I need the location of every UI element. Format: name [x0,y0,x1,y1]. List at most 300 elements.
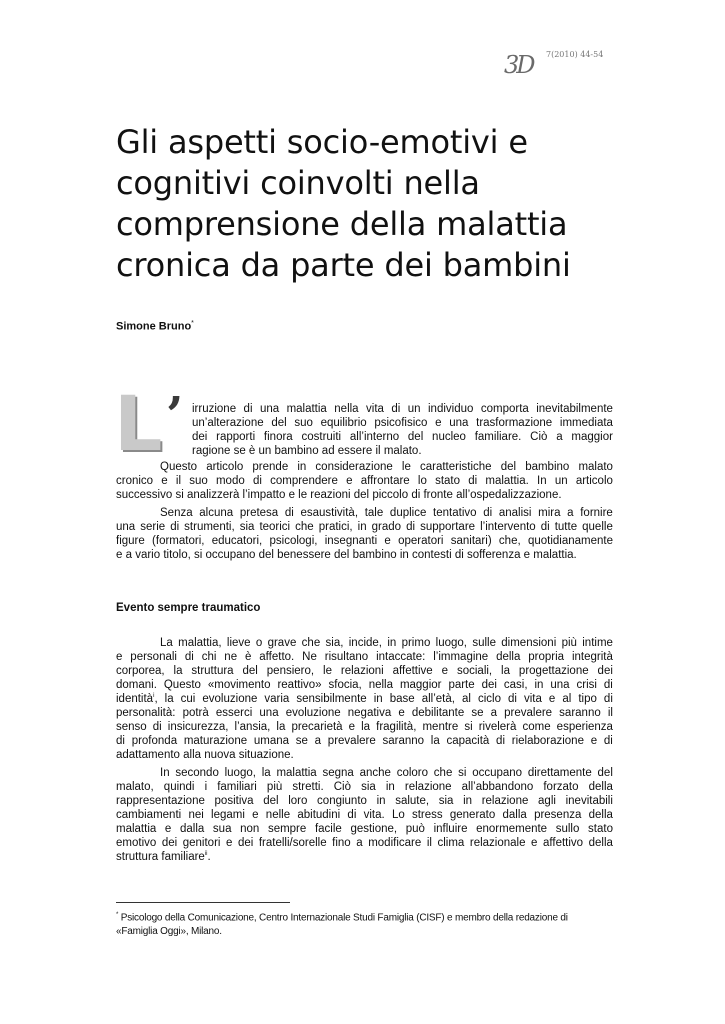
word: finora [263,431,293,443]
author-footnote-mark: * [191,320,194,327]
word: malattia. [533,549,577,561]
word: generato [449,809,496,821]
word: essere [337,445,373,457]
word: del [258,549,274,561]
word: se [471,707,484,719]
author [116,320,194,333]
word: grave [267,637,297,649]
text-line [116,836,613,850]
word: malattia [276,767,317,779]
word: capacità [446,735,490,747]
word: considerazione [315,461,393,473]
word: stato [435,475,460,487]
word: e [116,651,123,663]
word: integrità [571,651,613,663]
word: la [276,721,286,733]
footnote-separator [116,902,290,903]
word: dei [481,679,497,691]
word: potrà [182,707,209,719]
word: in [297,461,307,473]
word: la [501,665,510,677]
word: casi, [503,679,528,691]
word: si [175,489,184,501]
word: anche [359,767,391,779]
word: affettive [392,665,433,677]
word: luogo, [435,637,467,649]
word: a [314,735,322,747]
word: esperienza [556,721,613,733]
word: congiunto [317,795,367,807]
word: che [301,637,321,649]
endnote-mark: i [153,693,155,700]
word: l’intervento [480,521,536,533]
author-name: Simone Bruno [116,320,192,333]
word: relazione [481,795,529,807]
word: una [259,403,280,415]
word: ciclo [477,693,501,705]
word: vita. [363,809,385,821]
word: esaustività, [300,507,359,519]
word: e [531,837,538,849]
word: saranno [382,735,425,747]
word: contesti [412,549,452,561]
word: coloro [396,767,429,779]
word: psicologi, [269,535,318,547]
journal-reference: 7(2010) 44-54 [546,50,604,59]
word: pratici, [318,521,353,533]
word: che, [498,535,521,547]
text-line [116,850,613,864]
word: malato [578,461,613,473]
word: di [152,721,162,733]
word: alcuna [199,507,234,519]
word: debilitante [411,707,465,719]
word: l’immagine [433,651,489,663]
text-line [116,650,613,664]
word: è [248,445,256,457]
word: personalità: [116,707,176,719]
word: struttura [116,851,159,863]
word: inevitabilmente [536,403,613,415]
word: insegnanti [324,535,378,547]
word: Ne [302,651,317,663]
word: evoluzione [202,693,258,705]
word: se [233,445,246,457]
word: Questo [163,679,201,691]
word: luogo, [224,767,256,779]
word: sua [212,823,232,835]
word: stretti. [292,781,324,793]
word: strumenti, [184,521,235,533]
word: un [258,445,272,457]
word: personali [130,651,177,663]
text-line [116,706,613,720]
word: sia, [325,637,344,649]
word: l’impatto [242,489,286,501]
paragraph-1 [116,460,613,502]
word: e [348,721,356,733]
word: educatori, [211,535,263,547]
word: suo [294,417,313,429]
word: nella [334,403,359,415]
word: di [347,809,357,821]
word: il [175,475,182,487]
word: Ciò [530,431,548,443]
word: prevalere [327,735,376,747]
word: forzato [543,781,579,793]
word: prende [252,461,289,473]
word: di [391,403,401,415]
word: trasformazione [476,417,553,429]
word: sia [438,795,454,807]
word: rappresentazione [116,795,205,807]
word: articolo [575,475,613,487]
text-line [116,766,613,780]
word: adattamento [116,749,180,761]
word: progettazione [518,665,589,677]
word: non [240,823,260,835]
text-line [116,808,613,822]
word: a [490,707,498,719]
word: in [463,795,473,807]
text-line [116,548,613,562]
footnote-line: «Famiglia Oggi», Milano. [116,926,222,938]
word: la [173,665,183,677]
word: grado [371,521,402,533]
word: la [361,721,371,733]
word: base [389,693,415,705]
word: nuova [204,749,236,761]
word: della [588,809,613,821]
word: sofferenza [466,549,521,561]
text-line [116,506,613,520]
word: malattia. [485,475,529,487]
word: e [441,665,449,677]
word: equilibrio [320,417,367,429]
word: di [508,693,517,705]
word: tutte [554,521,578,533]
word: quelle [582,521,613,533]
word: più [561,637,577,649]
word: crisi [576,679,597,691]
text-line [116,534,613,548]
word: a [356,837,363,849]
word: duplice [389,507,427,519]
word: all’età, [421,693,455,705]
word: di [243,403,253,415]
word: una [449,417,469,429]
word: stress [411,809,443,821]
word: stato [588,823,613,835]
text-line [116,636,613,650]
word: del [407,431,424,443]
word: segna [322,767,354,779]
word: legami [211,809,245,821]
word: chi [201,651,217,663]
word: di [483,507,493,519]
word: sociali, [456,665,493,677]
word: dimensioni [501,637,557,649]
word: del [263,795,279,807]
word: presenza [534,809,582,821]
word: loro [288,795,308,807]
word: mira [538,507,561,519]
word: vario [135,549,161,561]
word: relazione [404,781,452,793]
word: e [523,549,531,561]
word: il [426,837,432,849]
word: precarietà [291,721,343,733]
word: secondo [175,767,219,779]
word: di [603,679,613,691]
word: e [398,707,405,719]
word: maggior [399,679,442,691]
word: situazione. [238,749,294,761]
word: sia [239,521,255,533]
word: successivo [116,489,173,501]
word: affetto. [259,651,295,663]
word: La [160,637,173,649]
word: sanitari) [450,535,492,547]
title-line: cognitivi coinvolti nella [116,164,480,202]
word: in [399,549,409,561]
text-line [192,444,613,458]
word: malato. [383,445,422,457]
word: di [454,549,464,561]
word: rivelerà [478,721,517,733]
word: clima [437,837,465,849]
word: comporta [480,403,529,415]
word: a [556,431,563,443]
drop-cap-apostrophe: ’ [166,385,184,444]
word: Questo [160,461,198,473]
word: immediata [559,417,613,429]
word: i [204,781,208,793]
drop-cap-letter: L [114,379,163,468]
word: direttamente [527,767,592,779]
word: occupano [205,549,256,561]
word: rielaborazione [511,735,584,747]
word: in [373,693,383,705]
word: domani. [116,679,157,691]
text-line [116,520,613,534]
word: operatori [398,535,444,547]
word: relazionale [469,837,526,849]
text-line [116,474,613,488]
word: modo [215,475,245,487]
word: malattia, [178,637,222,649]
word: risultano [324,651,369,663]
article-title [116,122,616,286]
endnote-mark: ii [204,851,208,858]
word: della [496,651,521,663]
word: si [464,721,473,733]
word: bambino [274,445,319,457]
word: e [164,823,172,835]
word: in [387,637,397,649]
word: in [534,679,544,691]
word: dei [192,431,208,443]
word: negativa [347,707,392,719]
word: ad [321,445,335,457]
word: fornire [580,507,613,519]
word: del [500,461,517,473]
drop-cap [114,379,190,468]
word: un’alterazione [192,417,264,429]
word: varia [264,693,290,705]
word: fronte [423,489,453,501]
text-line [116,734,613,748]
word: di [468,475,478,487]
text-line [192,430,613,444]
word: di [603,693,613,705]
footnote-mark: * [116,912,119,918]
title-line: comprensione della malattia [116,205,568,243]
word: come [522,721,551,733]
word: relazioni [340,665,384,677]
word: inevitabili [565,795,613,807]
word: caratteristiche [419,461,492,473]
intro-paragraph [192,402,613,458]
word: e [590,735,598,747]
word: cui [180,693,196,705]
text-line [116,720,613,734]
word: più [266,781,283,793]
word: sensibilmente [296,693,367,705]
word: che [433,767,453,779]
word: nelle [265,809,291,821]
word: fragilità, [376,721,417,733]
word: intaccate: [376,651,426,663]
word: al [461,693,471,705]
word: cambiamenti [116,809,182,821]
word: emotivo [116,837,157,849]
word: è [244,651,252,663]
word: un [407,403,421,415]
word: sfocia, [328,679,362,691]
journal-logo: 3D [504,51,533,79]
section-heading: Evento sempre traumatico [116,602,261,614]
word: nella [368,679,393,691]
word: del [334,549,350,561]
word: maggior [571,431,613,443]
word: profonda [131,735,178,747]
word: costruiti [301,431,342,443]
word: del [271,417,287,429]
word: si [194,549,203,561]
word: di [603,735,613,747]
word: (formatori, [152,535,205,547]
word: agli [538,795,556,807]
word: o [255,637,263,649]
word: umana [253,735,290,747]
footnote-line [116,908,613,925]
word: individuo [428,403,474,415]
word: reazioni [310,489,351,501]
word: malato, [116,781,154,793]
word: a [567,507,574,519]
text-line [116,460,613,474]
word: in [357,521,367,533]
word: analizzerà [186,489,240,501]
word: psicofisico [374,417,428,429]
word: e [252,809,259,821]
word: benessere [277,549,331,561]
word: all’abbandono [461,781,534,793]
word: e [548,693,556,705]
word: familiare$^{ii}$. [161,851,211,863]
word: vita [366,403,384,415]
text-line [116,692,613,706]
text-line [116,748,613,762]
word: bambino [352,549,397,561]
word: occupano [472,767,523,779]
word: sulle [472,637,496,649]
word: un [554,475,568,487]
footnote [116,908,613,939]
word: del [242,665,258,677]
word: di [170,521,180,533]
word: sempre [267,823,307,835]
word: parte [448,679,475,691]
title-line: cronica da parte dei bambini [116,246,571,284]
word: struttura [191,665,234,677]
word: alla [183,749,202,761]
word: del [353,489,370,501]
word: pensiero, [266,665,315,677]
word: all’interno [349,431,400,443]
word: «movimento [207,679,271,691]
word: di [252,475,262,487]
word: e [384,535,391,547]
word: articolo [206,461,244,473]
word: le [298,489,308,501]
word: salute, [395,795,430,807]
word: vita [523,693,542,705]
word: intime [582,637,613,649]
word: senso [116,721,147,733]
word: le [323,665,332,677]
word: pretesa [239,507,279,519]
word: sia [361,781,376,793]
word: il [607,707,613,719]
word: affrontare [360,475,410,487]
word: Lo [391,809,405,821]
text-line [192,416,613,430]
text-line [116,488,613,502]
word: esserci [215,707,253,719]
word: gestione, [350,823,398,835]
word: prevalere [504,707,553,719]
text-line [116,664,613,678]
word: quindi [163,781,195,793]
word: una [259,707,279,719]
word: la [430,735,440,747]
text-line [116,794,613,808]
word: tale [364,507,384,519]
word: Senza [160,507,193,519]
word: della [588,781,613,793]
word: ragione [192,445,231,457]
word: e [226,837,233,849]
word: l’ansia, [234,721,271,733]
word: tentativo [433,507,477,519]
word: di [406,521,416,533]
word: se [295,735,308,747]
word: enormemente [476,823,548,835]
word: rapporti [216,431,256,443]
footnote-text: Psicologo della Comunicazione, Centro Internazionale Studi Famiglia (CISF) e membro della redazione di [120,912,568,924]
